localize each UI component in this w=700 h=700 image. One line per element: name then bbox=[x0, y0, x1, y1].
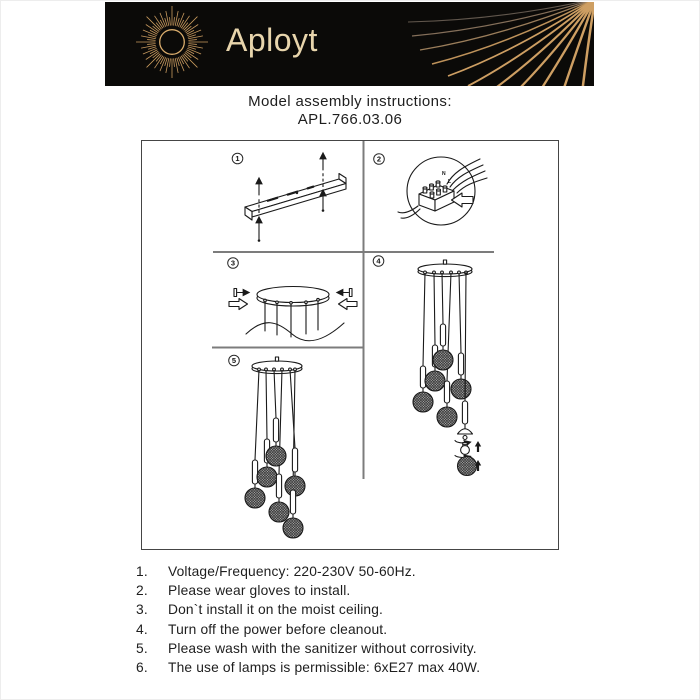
instruction-item: 1. Voltage/Frequency: 220-230V 50-60Hz. bbox=[136, 564, 416, 579]
side-screw-right bbox=[338, 289, 357, 310]
insert-arrow-icon bbox=[452, 193, 474, 207]
step-1-badge bbox=[232, 153, 243, 164]
socket-cover bbox=[458, 429, 473, 434]
sunburst-logo-icon bbox=[132, 2, 212, 85]
assembly-diagram-canvas bbox=[142, 141, 558, 549]
terminal-label-l: L bbox=[448, 179, 452, 185]
page-title: Model assembly instructions: bbox=[248, 93, 452, 110]
svg-text:2: 2 bbox=[376, 154, 382, 164]
step-2-badge bbox=[374, 154, 385, 165]
instruction-item: 3. Don`t install it on the moist ceiling. bbox=[136, 602, 384, 618]
instruction-item: 4. Turn off the power before cleanout. bbox=[136, 621, 388, 637]
up-arrow-icon bbox=[475, 441, 481, 452]
step2-wiring-figure bbox=[398, 157, 487, 225]
instruction-item: 5. Please wash with the sanitizer without corrosivity. bbox=[136, 640, 477, 656]
step-4-badge bbox=[373, 256, 384, 267]
instruction-list bbox=[136, 562, 606, 677]
model-number: APL.766.03.06 bbox=[297, 111, 403, 128]
step3-canopy-mounting-figure bbox=[229, 287, 357, 341]
svg-text:5: 5 bbox=[231, 356, 237, 366]
terminal-label-n: N bbox=[442, 171, 446, 177]
step-5-badge bbox=[229, 355, 240, 366]
svg-text:4: 4 bbox=[376, 256, 381, 266]
terminal-block bbox=[419, 181, 454, 211]
brand-banner bbox=[105, 2, 594, 86]
instruction-item: 6. The use of lamps is permissible: 6xE27 max 40W. bbox=[136, 660, 481, 676]
step5-finished-pendant-figure bbox=[245, 357, 305, 538]
title-block bbox=[0, 93, 700, 129]
light-bulb bbox=[461, 443, 470, 455]
instruction-item: 2. Please wear gloves to install. bbox=[136, 583, 351, 599]
svg-text:1: 1 bbox=[235, 154, 240, 164]
corner-rays-decoration bbox=[404, 2, 594, 86]
side-screw-left bbox=[229, 289, 248, 310]
hook-loop bbox=[463, 436, 467, 440]
step-3-badge bbox=[228, 258, 239, 269]
brand-wordmark: Aployt bbox=[226, 22, 318, 58]
svg-text:3: 3 bbox=[230, 258, 236, 268]
step1-mounting-bracket-figure bbox=[245, 154, 346, 242]
glass-sphere-shade bbox=[458, 457, 477, 476]
assembly-diagram bbox=[141, 140, 559, 550]
screw-up-arrows-right bbox=[322, 154, 325, 212]
